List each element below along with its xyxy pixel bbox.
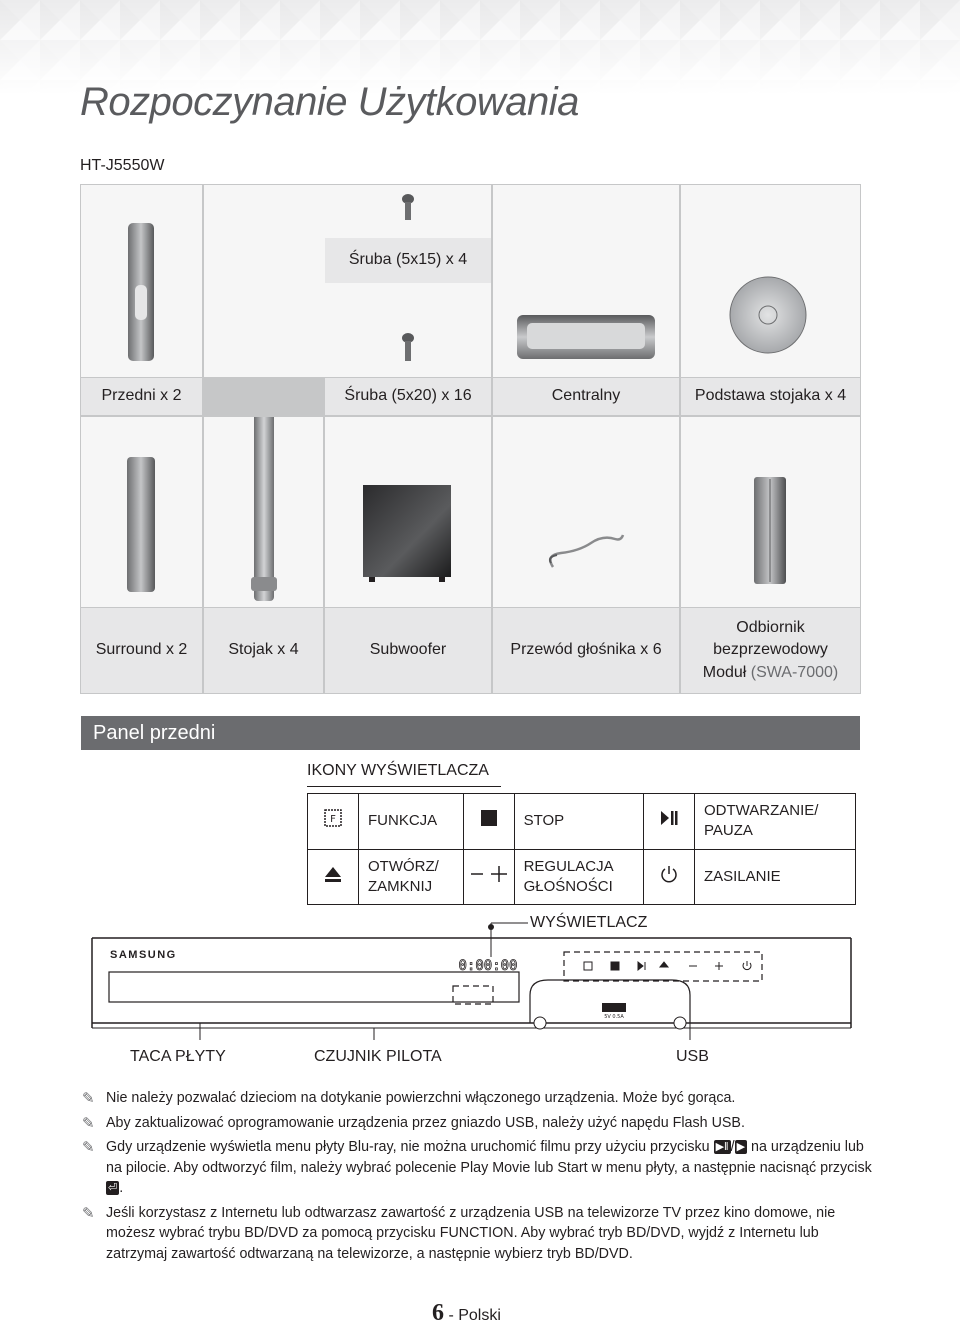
function-icon (308, 794, 359, 850)
page-language: - Polski (448, 1307, 501, 1324)
note-text: Jeśli korzystasz z Internetu lub odtwarzasz zawartość z urządzenia USB na telewizorze TV przez kino domowe, nie możesz wybrać trybu (106, 1204, 836, 1241)
page-number: 6 (432, 1300, 444, 1326)
front-speaker-icon (81, 185, 202, 377)
display-label: WYŚWIETLACZ (530, 914, 648, 931)
label-receiver (681, 608, 860, 693)
note-text: . (119, 1180, 124, 1196)
icon-label-power: ZASILANIE (694, 849, 855, 905)
note-text: na urządzeniu lub na pilocie. Aby odtworzyć film, należy wybrać polecenie Play Movie lub Start w menu płyty, a następnie nacisnąć przycisk (106, 1139, 872, 1176)
receiver-line3 (703, 662, 838, 684)
note-separator: / (730, 1139, 735, 1155)
icons-title-underline (307, 786, 501, 787)
label-remote-sensor: CZUJNIK PILOTA (314, 1048, 442, 1065)
note-mode: BD/DVD (626, 1225, 681, 1241)
note-mode: BD/DVD (574, 1245, 629, 1262)
label-screw-large: Śruba (5x20) x 16 (325, 378, 491, 415)
label-subwoofer: Subwoofer (325, 608, 491, 693)
screw-small-icon (325, 185, 491, 237)
power-icon (643, 849, 694, 905)
cell-stand-base-image (681, 185, 860, 377)
cell-stand-image (204, 417, 323, 607)
cell-receiver-image (681, 417, 860, 607)
receiver-module: Moduł (702, 663, 747, 681)
label-front: Przedni x 2 (81, 378, 202, 415)
play-key-icon: ▶ (736, 1141, 746, 1154)
note-pencil-icon: ✎ (82, 1204, 95, 1222)
label-surround: Surround x 2 (81, 608, 202, 693)
display-digits: 0:00:00 (458, 958, 518, 974)
label-usb: USB (676, 1048, 709, 1065)
center-speaker-icon (493, 185, 679, 377)
front-panel-heading: Panel przedni (81, 716, 860, 750)
note-mode: BD/DVD (244, 1225, 299, 1241)
icon-label-volume (514, 849, 643, 905)
note-text: . Aby wybrać tryb (513, 1225, 627, 1241)
icon-label-play-pause (694, 794, 855, 850)
cell-screw-large-image (325, 284, 491, 377)
note-item (82, 1137, 872, 1199)
page-footer (432, 1300, 501, 1327)
note-text: za pomocą przycisku (298, 1225, 440, 1241)
surround-speaker-icon (81, 417, 202, 607)
note-pencil-icon: ✎ (82, 1090, 95, 1107)
icon-label-open-close (359, 849, 464, 905)
front-panel-diagram (0, 900, 960, 1050)
subwoofer-icon (325, 417, 491, 607)
svg-text:F: F (330, 814, 336, 826)
note-item (82, 1203, 872, 1265)
display-icons-table (307, 793, 856, 905)
notes-list (82, 1088, 872, 1268)
volume-line1: REGULACJA (523, 857, 614, 875)
open-close-line2: ZAMKNIJ (368, 877, 433, 895)
receiver-model: (SWA-7000) (750, 663, 839, 681)
note-button-name: FUNCTION (439, 1225, 514, 1241)
icon-label-function: FUNKCJA (359, 794, 464, 850)
usb-port-label: 5V 0.5A (604, 1014, 624, 1020)
receiver-line2: bezprzewodowy (713, 641, 828, 659)
cell-screw-small-image (325, 185, 491, 237)
note-text: . (628, 1245, 633, 1262)
screw-large-icon (325, 284, 491, 377)
label-stand: Stojak x 4 (204, 608, 323, 693)
receiver-line1: Odbiornik (736, 618, 805, 636)
stop-icon (463, 794, 514, 850)
note-text: Aby zaktualizować oprogramowanie urządzenia przez gniazdo USB, należy użyć napędu Flash USB. (106, 1114, 745, 1131)
label-screw-small: Śruba (5x15) x 4 (325, 238, 491, 283)
label-disc-tray: TACA PŁYTY (130, 1048, 226, 1065)
label-center: Centralny (493, 378, 679, 415)
note-text: , wyjdź z Internetu lub zatrzymaj zawartość odtwarzaną na telewizorze, a następnie wybierz tryb (106, 1225, 819, 1262)
play-pause-key-icon: ▶‖ (715, 1141, 729, 1154)
note-item (82, 1113, 872, 1134)
open-close-line1: OTWÓRZ/ (368, 857, 439, 875)
play-pause-line2: PAUZA (703, 822, 753, 840)
cell-surround-image (81, 417, 202, 607)
eject-icon (308, 849, 359, 905)
wireless-receiver-icon (681, 417, 860, 607)
model-number: HT-J5550W (80, 157, 165, 174)
label-stand-base: Podstawa stojaka x 4 (681, 378, 860, 415)
note-pencil-icon: ✎ (82, 1139, 95, 1156)
volume-line2: GŁOŚNOŚCI (523, 877, 613, 895)
note-item (82, 1088, 872, 1109)
note-text: Nie należy pozwalać dzieciom na dotykanie powierzchni włączonego urządzenia. Może być gorąca. (106, 1090, 736, 1106)
enter-key-icon: ⏎ (108, 1182, 118, 1195)
note-text: Gdy urządzenie wyświetla menu płyty Blu-ray, nie można uruchomić filmu przy użyciu przycisku (106, 1139, 714, 1155)
samsung-logo: SAMSUNG (110, 949, 177, 961)
page-title: Rozpoczynanie Użytkowania (80, 80, 579, 124)
cell-subwoofer-image (325, 417, 491, 607)
play-pause-line1: ODTWARZANIE/ (703, 802, 819, 819)
volume-icon (463, 849, 514, 905)
stand-base-icon (681, 185, 860, 377)
speaker-cable-icon (493, 417, 679, 607)
cell-cable-image (493, 417, 679, 607)
note-pencil-icon: ✎ (82, 1114, 95, 1132)
display-icons-title: IKONY WYŚWIETLACZA (307, 762, 489, 779)
label-speaker-cable: Przewód głośnika x 6 (493, 608, 679, 693)
cell-center-image (493, 185, 679, 377)
play-pause-icon (643, 794, 694, 850)
icon-label-stop: STOP (514, 794, 643, 850)
cell-front-image (81, 185, 202, 377)
stand-icon (204, 417, 323, 607)
